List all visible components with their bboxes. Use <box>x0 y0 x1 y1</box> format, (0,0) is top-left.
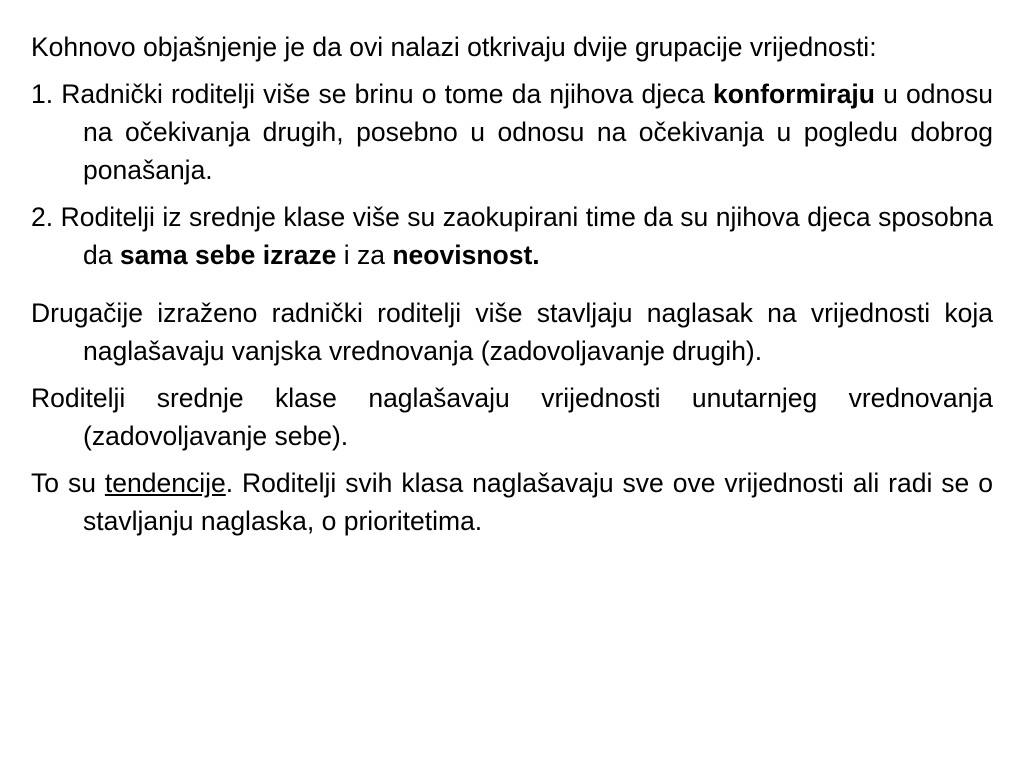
text-segment: To su <box>31 468 105 498</box>
bold-term-independence: neovisnost. <box>392 240 540 270</box>
paragraph-internal-valuation <box>31 379 993 455</box>
text-segment: Kohnovo objašnjenje je da ovi nalazi otkrivaju dvije grupacije vrijednosti: <box>31 32 877 62</box>
text-segment: Roditelji srednje klase naglašavaju vrijednosti unutarnjeg vrednovanja (zadovoljavanje sebe). <box>31 383 993 451</box>
paragraph-working-class-parents <box>31 75 993 189</box>
text-segment: . Roditelji svih klasa naglašavaju sve ove vrijednosti ali radi se o stavljanju naglaska, o prioritetima. <box>83 468 993 536</box>
text-segment: i za <box>336 240 393 270</box>
text-segment: 1. Radnički roditelji više se brinu o tome da njihova djeca <box>31 79 714 109</box>
text-segment: u odnosu na očekivanja drugih, posebno u odnosu na očekivanja u pogledu dobrog ponašanja. <box>83 79 993 185</box>
paragraph-external-valuation <box>31 294 993 370</box>
paragraph-kohn-explanation <box>31 28 993 66</box>
text-segment: Drugačije izraženo radnički roditelji više stavljaju naglasak na vrijednosti koja naglašavaju vanjska vrednovanja (zadovoljavanje drugih). <box>31 298 993 366</box>
text-segment: 2. Roditelji iz srednje klase više su zaokupirani time da su njihova djeca sposobna da <box>31 202 993 270</box>
paragraph-middle-class-parents <box>31 198 993 274</box>
slide-body <box>31 28 993 540</box>
bold-term-self-expression: sama sebe izraze <box>119 240 337 270</box>
underlined-term-tendencies: tendencije <box>104 468 226 498</box>
bold-term-conformity: konformiraju <box>713 79 875 109</box>
paragraph-tendencies <box>31 464 993 540</box>
